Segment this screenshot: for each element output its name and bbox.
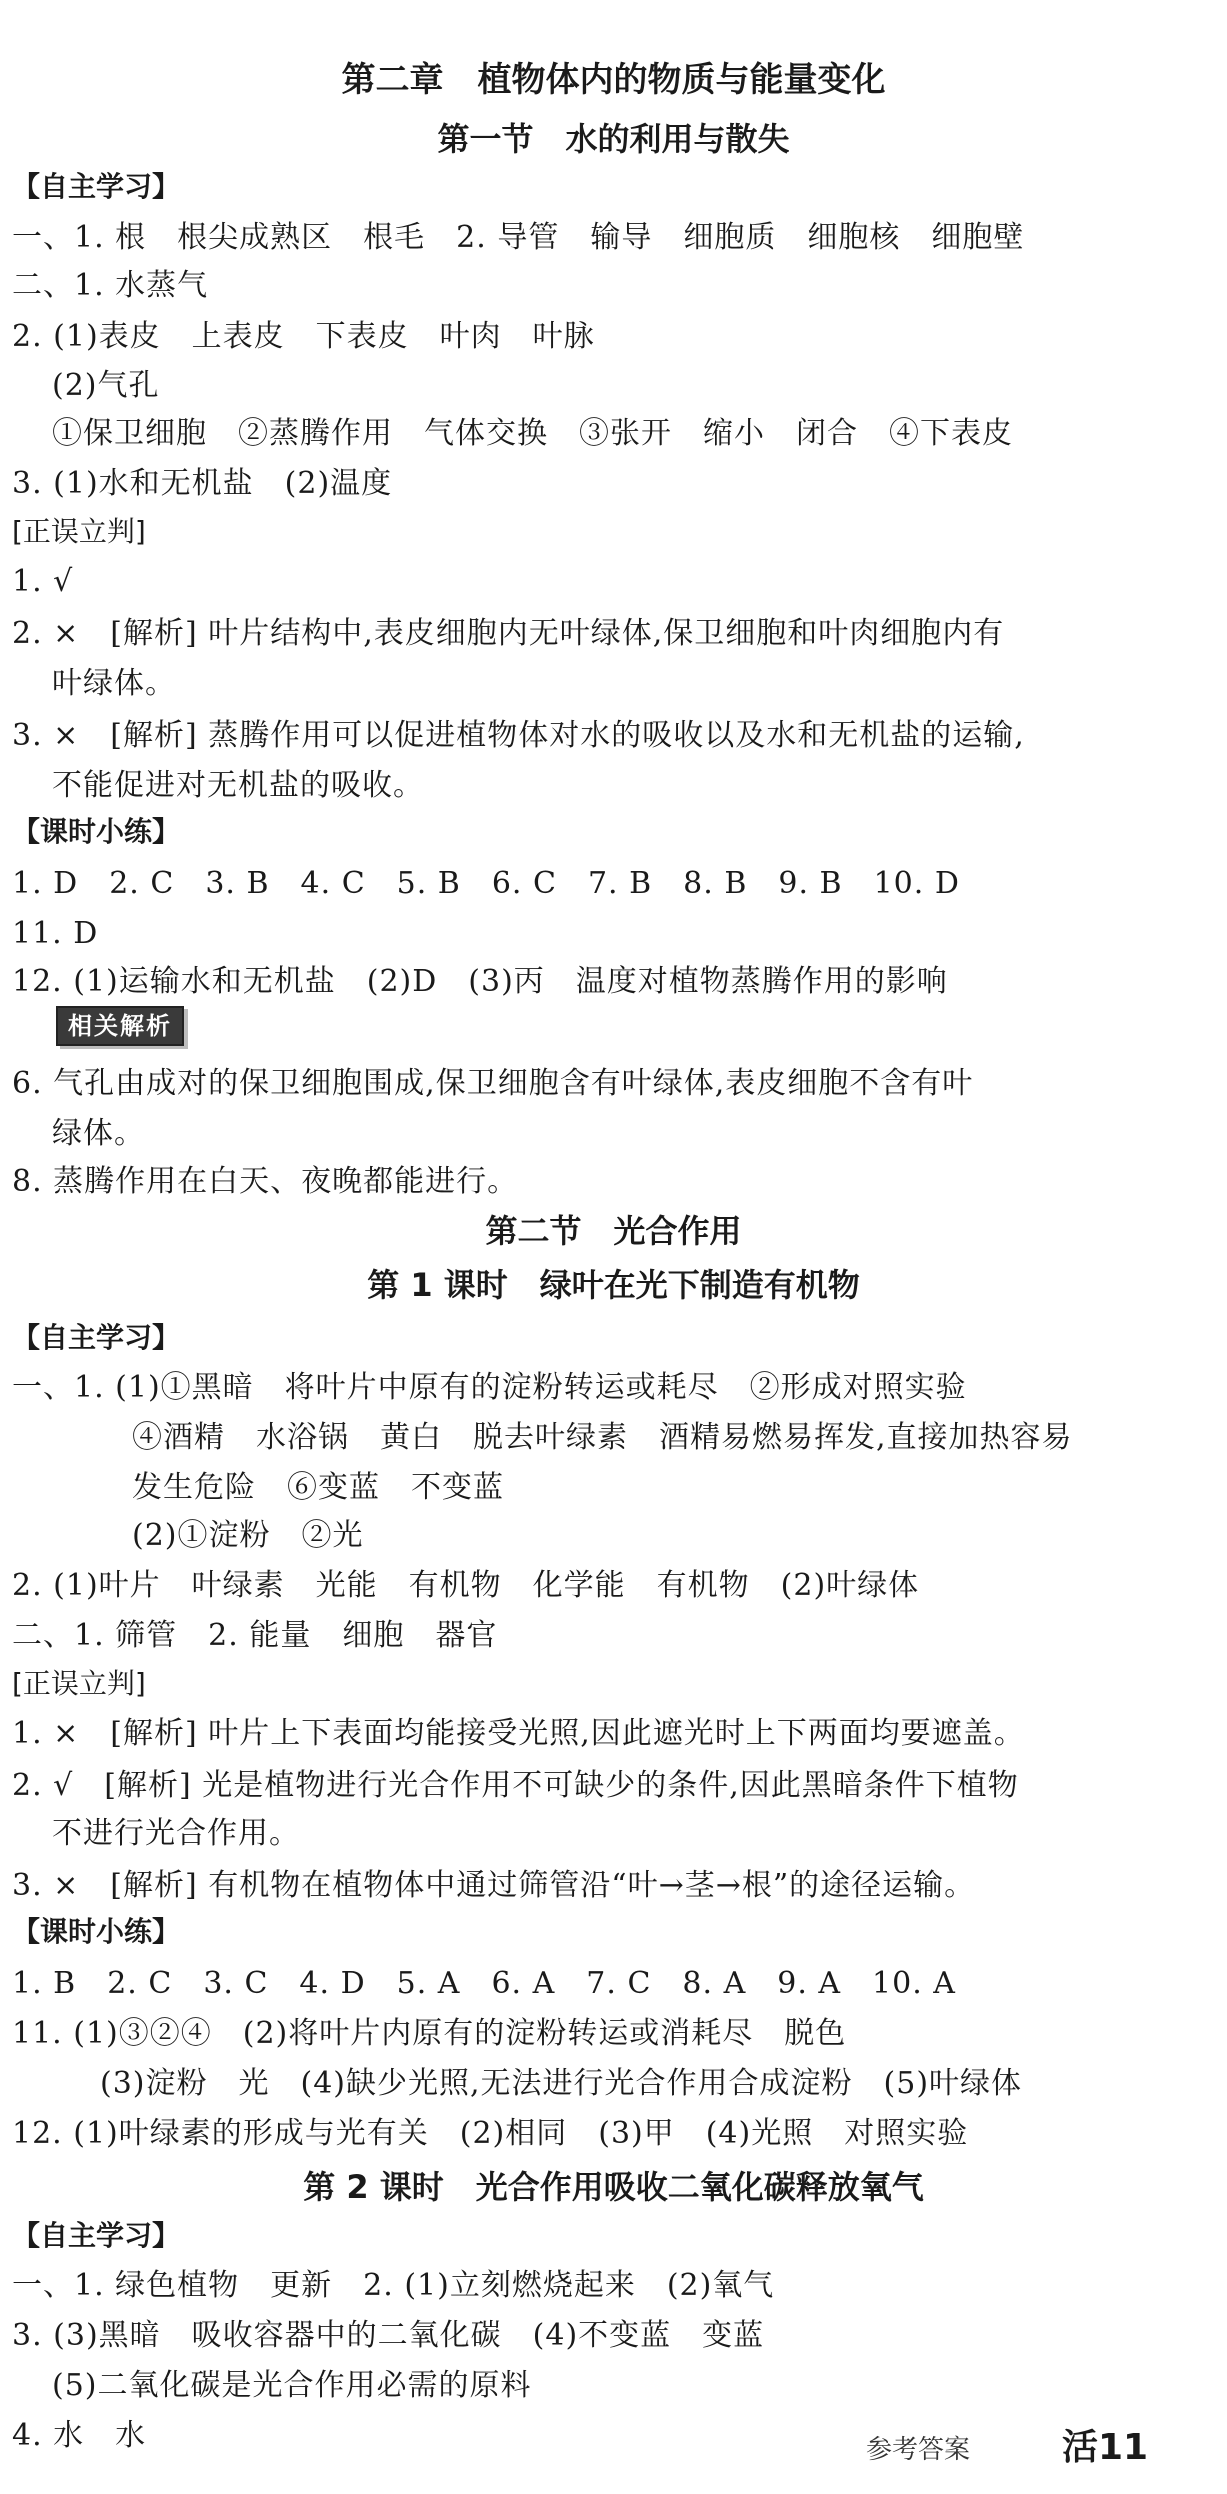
footer-label: 参考答案 — [866, 2435, 971, 2465]
answer-line: (2)气孔 — [52, 368, 160, 403]
answer-line: ①保卫细胞 ②蒸腾作用 气体交换 ③张开 缩小 闭合 ④下表皮 — [52, 416, 1013, 451]
answer-line: (3)淀粉 光 (4)缺少光照,无法进行光合作用合成淀粉 (5)叶绿体 — [100, 2066, 1023, 2101]
answer-line: 不能促进对无机盐的吸收。 — [52, 768, 424, 803]
answer-line: ④酒精 水浴锅 黄白 脱去叶绿素 酒精易燃易挥发,直接加热容易 — [132, 1420, 1073, 1455]
answer-line: 一、1. 根 根尖成熟区 根毛 2. 导管 输导 细胞质 细胞核 细胞壁 — [12, 220, 1025, 255]
answer-line: (5)二氧化碳是光合作用必需的原料 — [52, 2368, 532, 2403]
answer-line: 3. × [解析] 有机物在植物体中通过筛管沿“叶→茎→根”的途径运输。 — [12, 1868, 976, 1903]
answer-line: 3. (1)水和无机盐 (2)温度 — [12, 466, 393, 501]
lesson-title-2: 第 2 课时 光合作用吸收二氧化碳释放氧气 — [303, 2168, 924, 2206]
answer-line: (2)①淀粉 ②光 — [132, 1518, 364, 1553]
section-title-2: 第二节 光合作用 — [485, 1212, 742, 1250]
answer-line: 二、1. 筛管 2. 能量 细胞 器官 — [12, 1618, 498, 1653]
section-title-1: 第一节 水的利用与散失 — [437, 120, 790, 158]
page-number: 活11 — [1062, 2427, 1149, 2468]
answer-line: 2. (1)表皮 上表皮 下表皮 叶肉 叶脉 — [12, 319, 595, 354]
answer-line: 4. 水 水 — [12, 2418, 147, 2453]
answer-line: 叶绿体。 — [52, 666, 176, 701]
answer-line: 一、1. (1)①黑暗 将叶片中原有的淀粉转运或耗尽 ②形成对照实验 — [12, 1370, 967, 1405]
answer-line: 11. D — [12, 916, 99, 951]
answer-line: 12. (1)运输水和无机盐 (2)D (3)丙 温度对植物蒸腾作用的影响 — [12, 964, 948, 999]
self-study-heading: 【自主学习】 — [12, 2219, 181, 2252]
answer-line: 2. × [解析] 叶片结构中,表皮细胞内无叶绿体,保卫细胞和叶肉细胞内有 — [12, 616, 1005, 651]
answer-line: 3. (3)黑暗 吸收容器中的二氧化碳 (4)不变蓝 变蓝 — [12, 2318, 765, 2353]
practice-heading: 【课时小练】 — [12, 1915, 181, 1948]
practice-heading: 【课时小练】 — [12, 815, 181, 848]
self-study-heading: 【自主学习】 — [12, 1321, 181, 1354]
answer-line: 6. 气孔由成对的保卫细胞围成,保卫细胞含有叶绿体,表皮细胞不含有叶 — [12, 1066, 974, 1101]
answer-line: 2. √ [解析] 光是植物进行光合作用不可缺少的条件,因此黑暗条件下植物 — [12, 1768, 1019, 1803]
answer-line: 1. D 2. C 3. B 4. C 5. B 6. C 7. B 8. B 9. B 10. D — [12, 866, 960, 901]
answer-line: 不进行光合作用。 — [52, 1816, 300, 1851]
true-false-heading: [正误立判] — [12, 1667, 146, 1700]
answer-line: 11. (1)③②④ (2)将叶片内原有的淀粉转运或消耗尽 脱色 — [12, 2016, 847, 2051]
chapter-title: 第二章 植物体内的物质与能量变化 — [341, 60, 886, 100]
answer-line: 8. 蒸腾作用在白天、夜晚都能进行。 — [12, 1164, 519, 1199]
true-false-heading: [正误立判] — [12, 515, 146, 548]
answer-line: 一、1. 绿色植物 更新 2. (1)立刻燃烧起来 (2)氧气 — [12, 2268, 775, 2303]
answer-line: 二、1. 水蒸气 — [12, 268, 209, 303]
lesson-title-1: 第 1 课时 绿叶在光下制造有机物 — [367, 1266, 860, 1304]
answer-line: 绿体。 — [52, 1116, 145, 1151]
answer-line: 发生危险 ⑥变蓝 不变蓝 — [132, 1470, 504, 1505]
self-study-heading: 【自主学习】 — [12, 170, 181, 203]
answer-line: 1. × [解析] 叶片上下表面均能接受光照,因此遮光时上下两面均要遮盖。 — [12, 1716, 1025, 1751]
answer-line: 1. √ — [12, 564, 74, 599]
answer-line: 2. (1)叶片 叶绿素 光能 有机物 化学能 有机物 (2)叶绿体 — [12, 1568, 920, 1603]
related-analysis-tag: 相关解析 — [56, 1006, 184, 1046]
answer-line: 1. B 2. C 3. C 4. D 5. A 6. A 7. C 8. A 9. A 10. A — [12, 1966, 956, 2001]
answer-line: 12. (1)叶绿素的形成与光有关 (2)相同 (3)甲 (4)光照 对照实验 — [12, 2116, 969, 2151]
answer-line: 3. × [解析] 蒸腾作用可以促进植物体对水的吸收以及水和无机盐的运输, — [12, 718, 1025, 753]
